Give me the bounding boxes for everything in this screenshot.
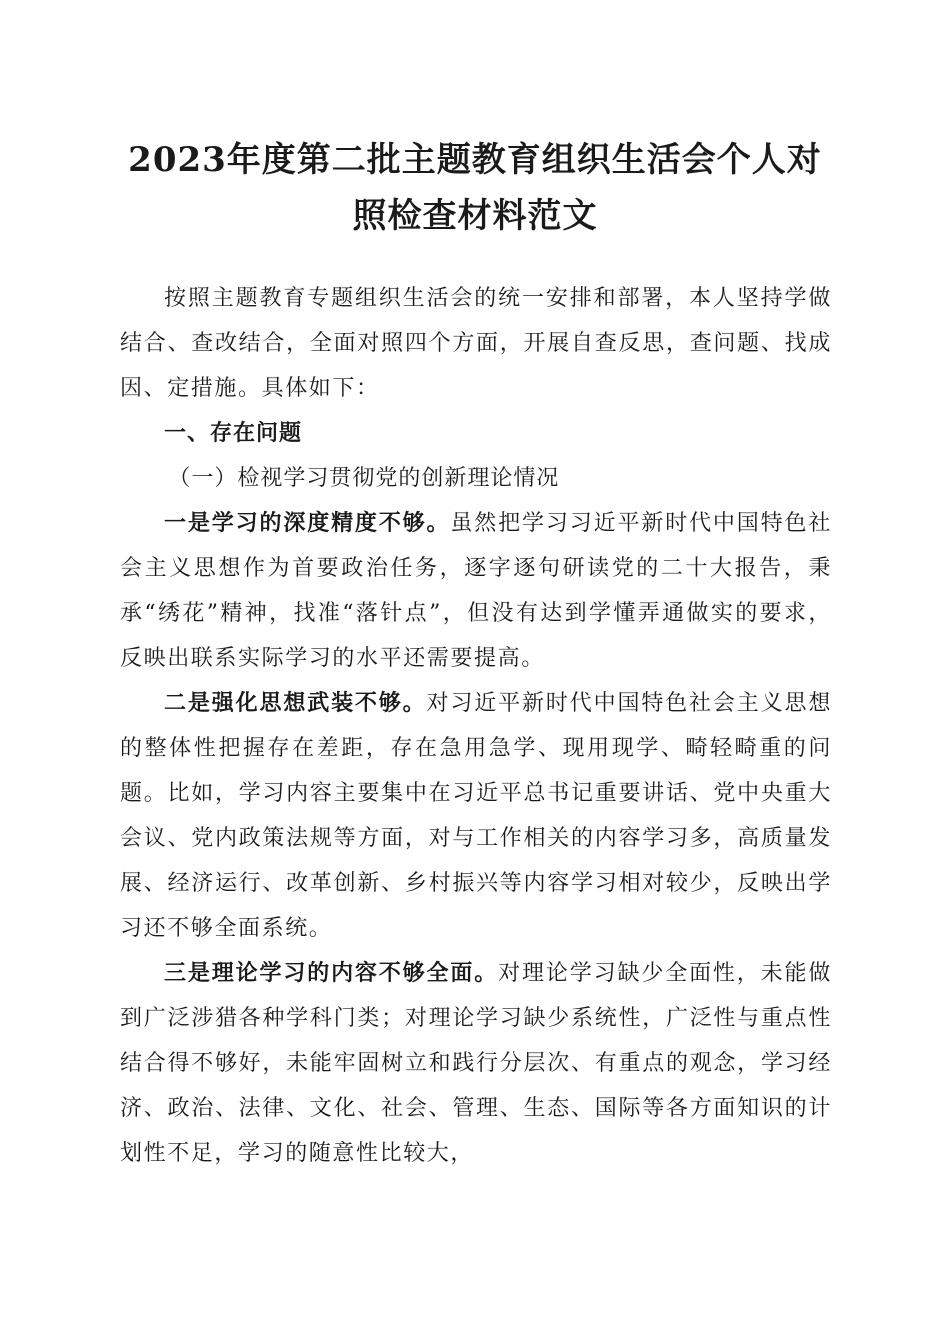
document-body	[120, 276, 832, 1176]
point-paragraph-2	[120, 681, 832, 951]
point-text-2: 对习近平新时代中国特色社会主义思想的整体性把握存在差距，存在急用急学、现用现学、畸轻畸重的问题。比如，学习内容主要集中在习近平总书记重要讲话、党中央重大会议、党内政策法规等方面，对与工作相关的内容学习多，高质量发展、经济运行、改革创新、乡村振兴等内容学习相对较少，反映出学习还不够全面系统。	[120, 691, 832, 941]
section-heading-problems: 一、存在问题	[164, 421, 303, 446]
point-paragraph-1	[120, 501, 832, 681]
point-paragraph-3	[120, 951, 832, 1176]
intro-paragraph: 按照主题教育专题组织生活会的统一安排和部署，本人坚持学做结合、查改结合，全面对照四个方面，开展自查反思，查问题、找成因、定措施。具体如下：	[120, 286, 832, 401]
subsection-heading-theory-study: （一）检视学习贯彻党的创新理论情况	[168, 466, 560, 491]
title-line-2: 照检查材料范文	[352, 196, 598, 236]
document-title	[110, 132, 840, 244]
point-text-3: 对理论学习缺少全面性，未能做到广泛涉猎各种学科门类；对理论学习缺少系统性，广泛性与重点性结合得不够好，未能牢固树立和践行分层次、有重点的观念，学习经济、政治、法律、文化、社会、管理、生态、国际等各方面知识的计划性不足，学习的随意性比较大，	[120, 961, 833, 1166]
point-lead-1: 一是学习的深度精度不够。	[164, 510, 451, 536]
point-lead-3: 三是理论学习的内容不够全面。	[164, 960, 499, 986]
title-line-1: 2023年度第二批主题教育组织生活会个人对	[128, 140, 822, 180]
point-text-1: 虽然把学习习近平新时代中国特色社会主义思想作为首要政治任务，逐字逐句研读党的二十大报告，秉承“绣花”精神，找准“落针点”，但没有达到学懂弄通做实的要求，反映出联系实际学习的水平还需要提高。	[120, 511, 833, 671]
point-lead-2: 二是强化思想武装不够。	[164, 690, 427, 716]
